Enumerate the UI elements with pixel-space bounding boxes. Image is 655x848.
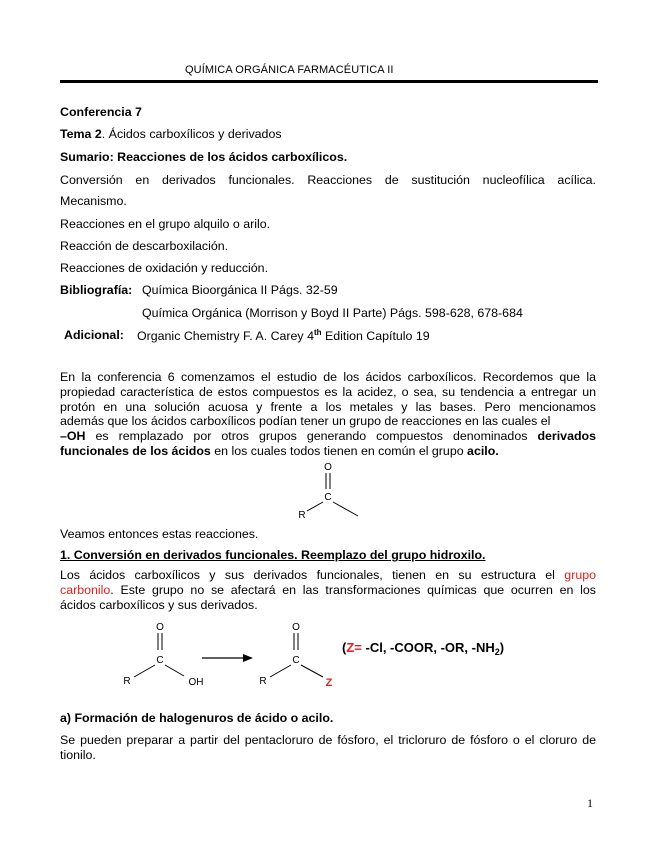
intro-line (60, 444, 596, 459)
conference-title: Conferencia 7 (60, 105, 142, 119)
intro-text: en los cuales todos tienen en común el grupo (210, 443, 468, 458)
acid-r-label: R (123, 676, 131, 687)
intro-line (60, 429, 596, 444)
topic-item-2: Reacciones en el grupo alquilo o arilo. (60, 217, 271, 231)
running-header: QUÍMICA ORGÁNICA FARMACÉUTICA II (185, 64, 394, 76)
intro-text: es remplazado por otros grupos generando compuestos denominados (85, 429, 538, 444)
subsection-a-title: a) Formación de halogenuros de ácido o acilo. (60, 711, 334, 725)
derivatives-term: derivados (537, 429, 596, 444)
topic-item-3: Reacción de descarboxilación. (60, 239, 229, 253)
note-subscript: 2 (494, 647, 500, 657)
acyl-oxygen-label: O (324, 462, 332, 473)
acyl-structure-diagram (290, 458, 365, 523)
intro-line: además que los ácidos carboxílicos podían tener un grupo de reacciones en las cuales el (60, 414, 551, 429)
intro-line: protón en una solución acuosa y frente a los metales y las bases. Pero mencionamos (60, 399, 596, 414)
reaction-scheme-diagram (110, 617, 560, 692)
header-rule (60, 80, 598, 83)
note-paren-close: ) (499, 640, 505, 655)
product-r-bond (270, 665, 291, 677)
section-1-title: 1. Conversión en derivados funcionales. Reemplazo del grupo hidroxilo. (60, 548, 486, 562)
product-r-label: R (259, 676, 267, 687)
page-number: 1 (587, 796, 593, 810)
bibliography-label: Bibliografía: (60, 283, 133, 297)
product-carbon-label: C (292, 655, 300, 666)
acyl-term: acilo. (467, 443, 499, 458)
additional-ref-text: Organic Chemistry F. A. Carey 4 (137, 329, 314, 344)
intro-line: propiedad característica de estos compuestos es la acidez, o sea, su tendencia a entregar un (60, 384, 596, 399)
topic-item-1: Conversión en derivados funcionales. Reacciones de sustitución nucleofílica acílica. (60, 173, 596, 187)
substituent-note (342, 640, 504, 657)
topic-item-1-cont: Mecanismo. (60, 194, 127, 208)
additional-ref-text-end: Edition Capítulo 19 (321, 329, 430, 344)
section-1-line (60, 583, 596, 598)
topic-text: . Ácidos carboxílicos y derivados (101, 127, 282, 141)
bibliography-ref-1: Química Bioorgánica II Págs. 32-59 (142, 283, 338, 297)
acid-oh-label: OH (188, 677, 204, 688)
derivatives-term-cont: funcionales de los ácidos (60, 443, 211, 458)
product-z-label: Z (325, 677, 333, 689)
subsection-a-line-2: tionilo. (60, 748, 96, 762)
acid-r-bond (134, 665, 155, 677)
carbonyl-term: grupo (564, 568, 596, 582)
topic-label: Tema 2 (60, 127, 102, 141)
topic-line (60, 127, 282, 141)
note-z-label: Z= (346, 640, 362, 655)
topic-item-4: Reacciones de oxidación y reducción. (60, 261, 269, 275)
product-z-bond (301, 665, 323, 677)
carbonyl-term-cont: carbonilo (60, 582, 111, 597)
section-1-paragraph (60, 568, 596, 612)
section-1-text: . Este grupo no se afectará en las transformaciones químicas que ocurren en los (110, 582, 596, 597)
note-paren-open: ( (342, 640, 347, 655)
additional-label: Adicional: (64, 328, 124, 342)
product-oxygen-label: O (292, 622, 300, 633)
note-substituents: -Cl, -COOR, -OR, -NH (361, 640, 495, 655)
oh-group: –OH (60, 429, 86, 444)
reaction-arrow-icon (243, 654, 253, 662)
bibliography-ref-2: Química Orgánica (Morrison y Boyd II Parte) Págs. 598-628, 678-684 (142, 306, 523, 320)
acid-carbon-label: C (156, 655, 164, 666)
transition-text: Veamos entonces estas reacciones. (60, 527, 259, 541)
acid-oxygen-label: O (156, 622, 164, 633)
subsection-a-line-1: Se pueden preparar a partir del pentacloruro de fósforo, el tricloruro de fósforo o el cloruro de (60, 733, 596, 747)
section-1-line (60, 568, 596, 583)
acyl-r-bond (307, 502, 323, 511)
acyl-carbon-label: C (324, 492, 332, 503)
intro-line: En la conferencia 6 comenzamos el estudio de los ácidos carboxílicos. Recordemos que la (60, 370, 596, 384)
acyl-methyl-bond (333, 502, 358, 516)
section-1-text: Los ácidos carboxílicos y sus derivados funcionales, tienen en su estructura el (60, 568, 565, 582)
summary-title: Sumario: Reacciones de los ácidos carboxílicos. (60, 150, 348, 164)
additional-ref-sup: th (313, 328, 322, 337)
additional-ref (137, 328, 430, 343)
acid-oh-bond (165, 665, 184, 676)
acyl-r-label: R (298, 510, 306, 521)
intro-paragraph (60, 370, 596, 459)
section-1-line: ácidos carboxílicos y sus derivados. (60, 597, 258, 612)
